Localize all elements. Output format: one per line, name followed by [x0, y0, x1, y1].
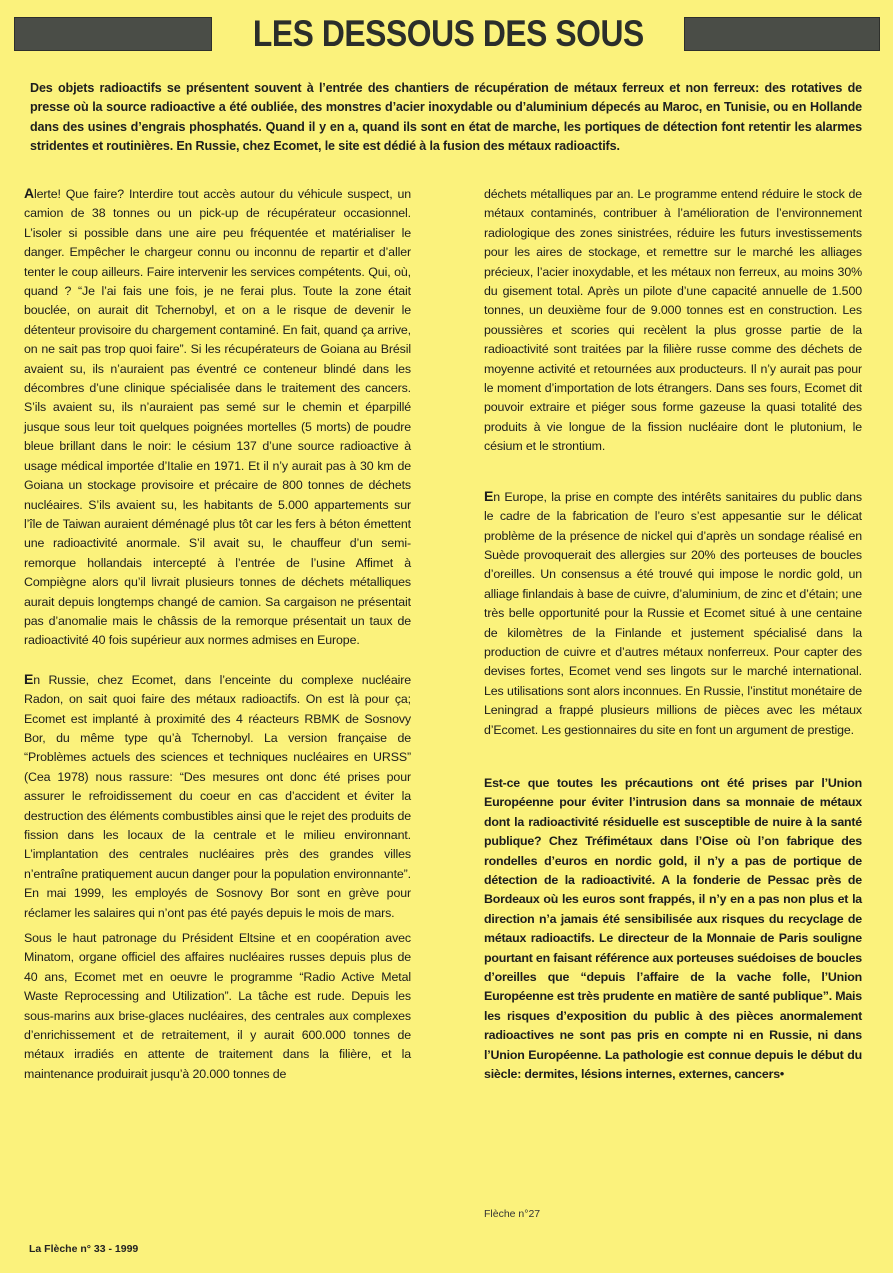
right-column [484, 185, 862, 1084]
headline-bar-right [684, 17, 880, 51]
intro-paragraph: Des objets radioactifs se présentent souvent à l’entrée des chantiers de récupération de métaux ferreux et non ferreux: des rotatives de presse où la source radioactive a été oubliée, des monstres d’acier inoxydable ou d’aluminium dépecés au Maroc, en Tunisie, ou en Hollande dans des usines d’engrais phosphatés. Quand il y en a, quand ils sont en état de marche, les portiques de détection font retentir les alarmes stridentes et routinières. En Russie, chez Ecomet, le site est dédié à la fusion des métaux radioactifs. [30, 81, 862, 154]
drop-letter: A [24, 185, 34, 201]
paragraph-text: n Europe, la prise en compte des intérêts sanitaires du public dans le cadre de la fabrication de l’euro s’est appesantie sur le délicat problème de la présence de nickel qui d’après un sondage réalisé en Suède provoquerait des allergies sur 20% des porteuses de boucles d’oreilles. Un consensus a été trouvé qui impose le nordic gold, un alliage finlandais à base de cuivre, d’aluminium, de zinc et d’étain; une très belle opportunité pour la Russie et Ecomet situé à une centaine de kilomètres de la Finlande et justement spécialisé dans la production de cuivre et d’autres métaux nonferreux. Pour capter des devises fortes, Ecomet vend ses lingots sur le marché international. Les utilisations sont alors inconnues. En Russie, l’institut monétaire de Leningrad a frappé plusieurs millions de pièces avec les métaux d’Ecomet. Les gestionnaires du site en font un argument de prestige. [484, 489, 862, 737]
drop-letter: E [484, 487, 494, 504]
article-paragraph [484, 487, 862, 740]
headline-banner [14, 14, 880, 54]
article-paragraph [24, 184, 411, 651]
closing-bold-paragraph: Est-ce que toutes les précautions ont été prises par l’Union Européenne pour éviter l’intrusion dans sa monnaie de métaux dont la radioactivité résiduelle est susceptible de nuire à la santé publique? Chez Tréfimétaux dans l’Oise où l’on fabrique des rondelles d’euros en nordic gold, il n’y a pas de portique de détection de la radioactivité. A la fonderie de Pessac près de Bordeaux où les euros sont frappés, il n’y en a pas non plus et la direction n’a jamais été sensibilisée aux risques du recyclage de métaux radioactifs. Le directeur de la Monnaie de Paris souligne pourtant en faisant référence aux porteuses suédoises de boucles d’oreilles que “depuis l’affaire de la vache folle, l’Union Européenne est très prudente en matière de santé publique”. Mais les risques d’exposition du public à des pièces anormalement radioactives ne sont pas pris en compte ni en Russie, ni dans l’Union Européenne. La pathologie est connue depuis le début du siècle: dermites, lésions internes, externes, cancers• [484, 775, 862, 1082]
article-paragraph [24, 670, 411, 923]
article-paragraph: Sous le haut patronage du Président Eltsine et en coopération avec Minatom, organe officiel des affaires nucléaires russes depuis plus de 40 ans, Ecomet met en oeuvre le programme “Radio Active Metal Waste Reprocessing and Utilization”. La tâche est rude. Depuis les sous-marins aux brise-glaces nucléaires, des centrales aux complexes d’enrichissement et de retraitement, il y aurait 600.000 tonnes de métaux irradiés en attente de traitement dans la filière, et la maintenance produirait jusqu’à 20.000 tonnes de [24, 931, 411, 1081]
article-signature: Flèche n°27 [484, 1208, 541, 1220]
page-title: LES DESSOUS DES SOUS [252, 13, 644, 54]
paragraph-text: n Russie, chez Ecomet, dans l’enceinte du complexe nucléaire Radon, on sait quoi faire des métaux radioactifs. On est là pour ça; Ecomet est implanté à proximité des 4 réacteurs RBMK de Sosnovy Bor, du même type qu’à Tchernobyl. La version française de “Problèmes actuels des sciences et techniques nucléaires en URSS” (Cea 1978) nous rassure: “Des mesures ont donc été prises pour assurer le refroidissement du coeur en cas d’accident et éviter la destruction des éléments combustibles ainsi que le rejet des produits de fission dans les locaux de la centrale et le milieu environnant. L’implantation des centrales nucléaires près des grandes villes n’entraîne pratiquement aucun danger pour la population environnante”. En mai 1999, les employés de Sosnovy Bor sont en grève pour réclamer les salaires qui n’ont pas été payés depuis le mois de mars. [24, 672, 411, 920]
article-paragraph: déchets métalliques par an. Le programme entend réduire le stock de métaux contaminés, contribuer à l’amélioration de l’environnement radiologique des zones sinistrées, réduire les futurs investissements pour les aires de stockage, et remettre sur le marché les alliages précieux, l’acier inoxydable, et les métaux non ferreux, au moins 30% du gisement total. Après un pilote d’une capacité annuelle de 1.500 tonnes, un deuxième four de 9.000 tonnes est en construction. Les poussières et scories qui recèlent la plus grosse partie de la radioactivité sont traitées par la filière russe comme des déchets de moyenne activité et retournées aux producteurs. Il n’y aurait pas pour le moment d’importation de lots étrangers. Dans ses fours, Ecomet dit pouvoir extraire et piéger sous forme gazeuse la quasi totalité des produits à vie longue de la fission nucléaire dont le plutonium, le césium et le strontium. [484, 187, 862, 454]
footer-issue: La Flèche n° 33 - 1999 [29, 1243, 139, 1255]
headline-bar-left [14, 17, 212, 51]
drop-letter: E [24, 670, 34, 687]
left-column [24, 184, 411, 1084]
paragraph-text: lerte! Que faire? Interdire tout accès autour du véhicule suspect, un camion de 38 tonnes ou un pick-up de récupérateur occasionnel. L’isoler si possible dans une aire peu fréquentée et matérialiser le danger. Empêcher le chargeur connu ou inconnu de repartir et d’aller tenter le coup ailleurs. Faire intervenir les services compétents. Qui, où, quand ? “Je l’ai fais une fois, je ne ferai plus. Toute la zone était bouclée, on aurait dit Tchernobyl, et on a le risque de devenir le détenteur provisoire du chargement contaminé. En fait, quand ça arrive, on ne sait pas trop quoi faire”. Si les récupérateurs de Goiana au Brésil avaient su, ils n’auraient pas éventré ce conteneur blindé dans les décombres d’une clinique spécialisée dans le traitement des cancers. S’ils avaient su, ils n’auraient pas semé sur le chemin et éparpillé jusque sous leur toit quelques poignées mortelles (5 morts) de poudre bleue brillant dans le noir: le césium 137 d’une source radioactive à usage médical importée d’Italie en 1971. Et il n’y aurait pas à 30 km de Goiana un stockage provisoire et précaire de 800 tonnes de déchets nucléaires. S’ils avaient su, les habitants de 5.000 appartements sur l’île de Taiwan auraient déménagé plus tôt car les fers à béton émettent une radioactivité anormale. S’il avait su, le chauffeur d’un semi-remorque hollandais intercepté à l’entrée de l’usine Affimet à Compiègne alors qu’il livrait plusieurs tonnes de déchets métalliques aurait depuis longtemps changé de camion. Sa cargaison ne présentait pas d’anomalie mais le châssis de la remorque présentait un taux de radioactivité 40 fois supérieur aux normes admises en Europe. [24, 187, 411, 648]
